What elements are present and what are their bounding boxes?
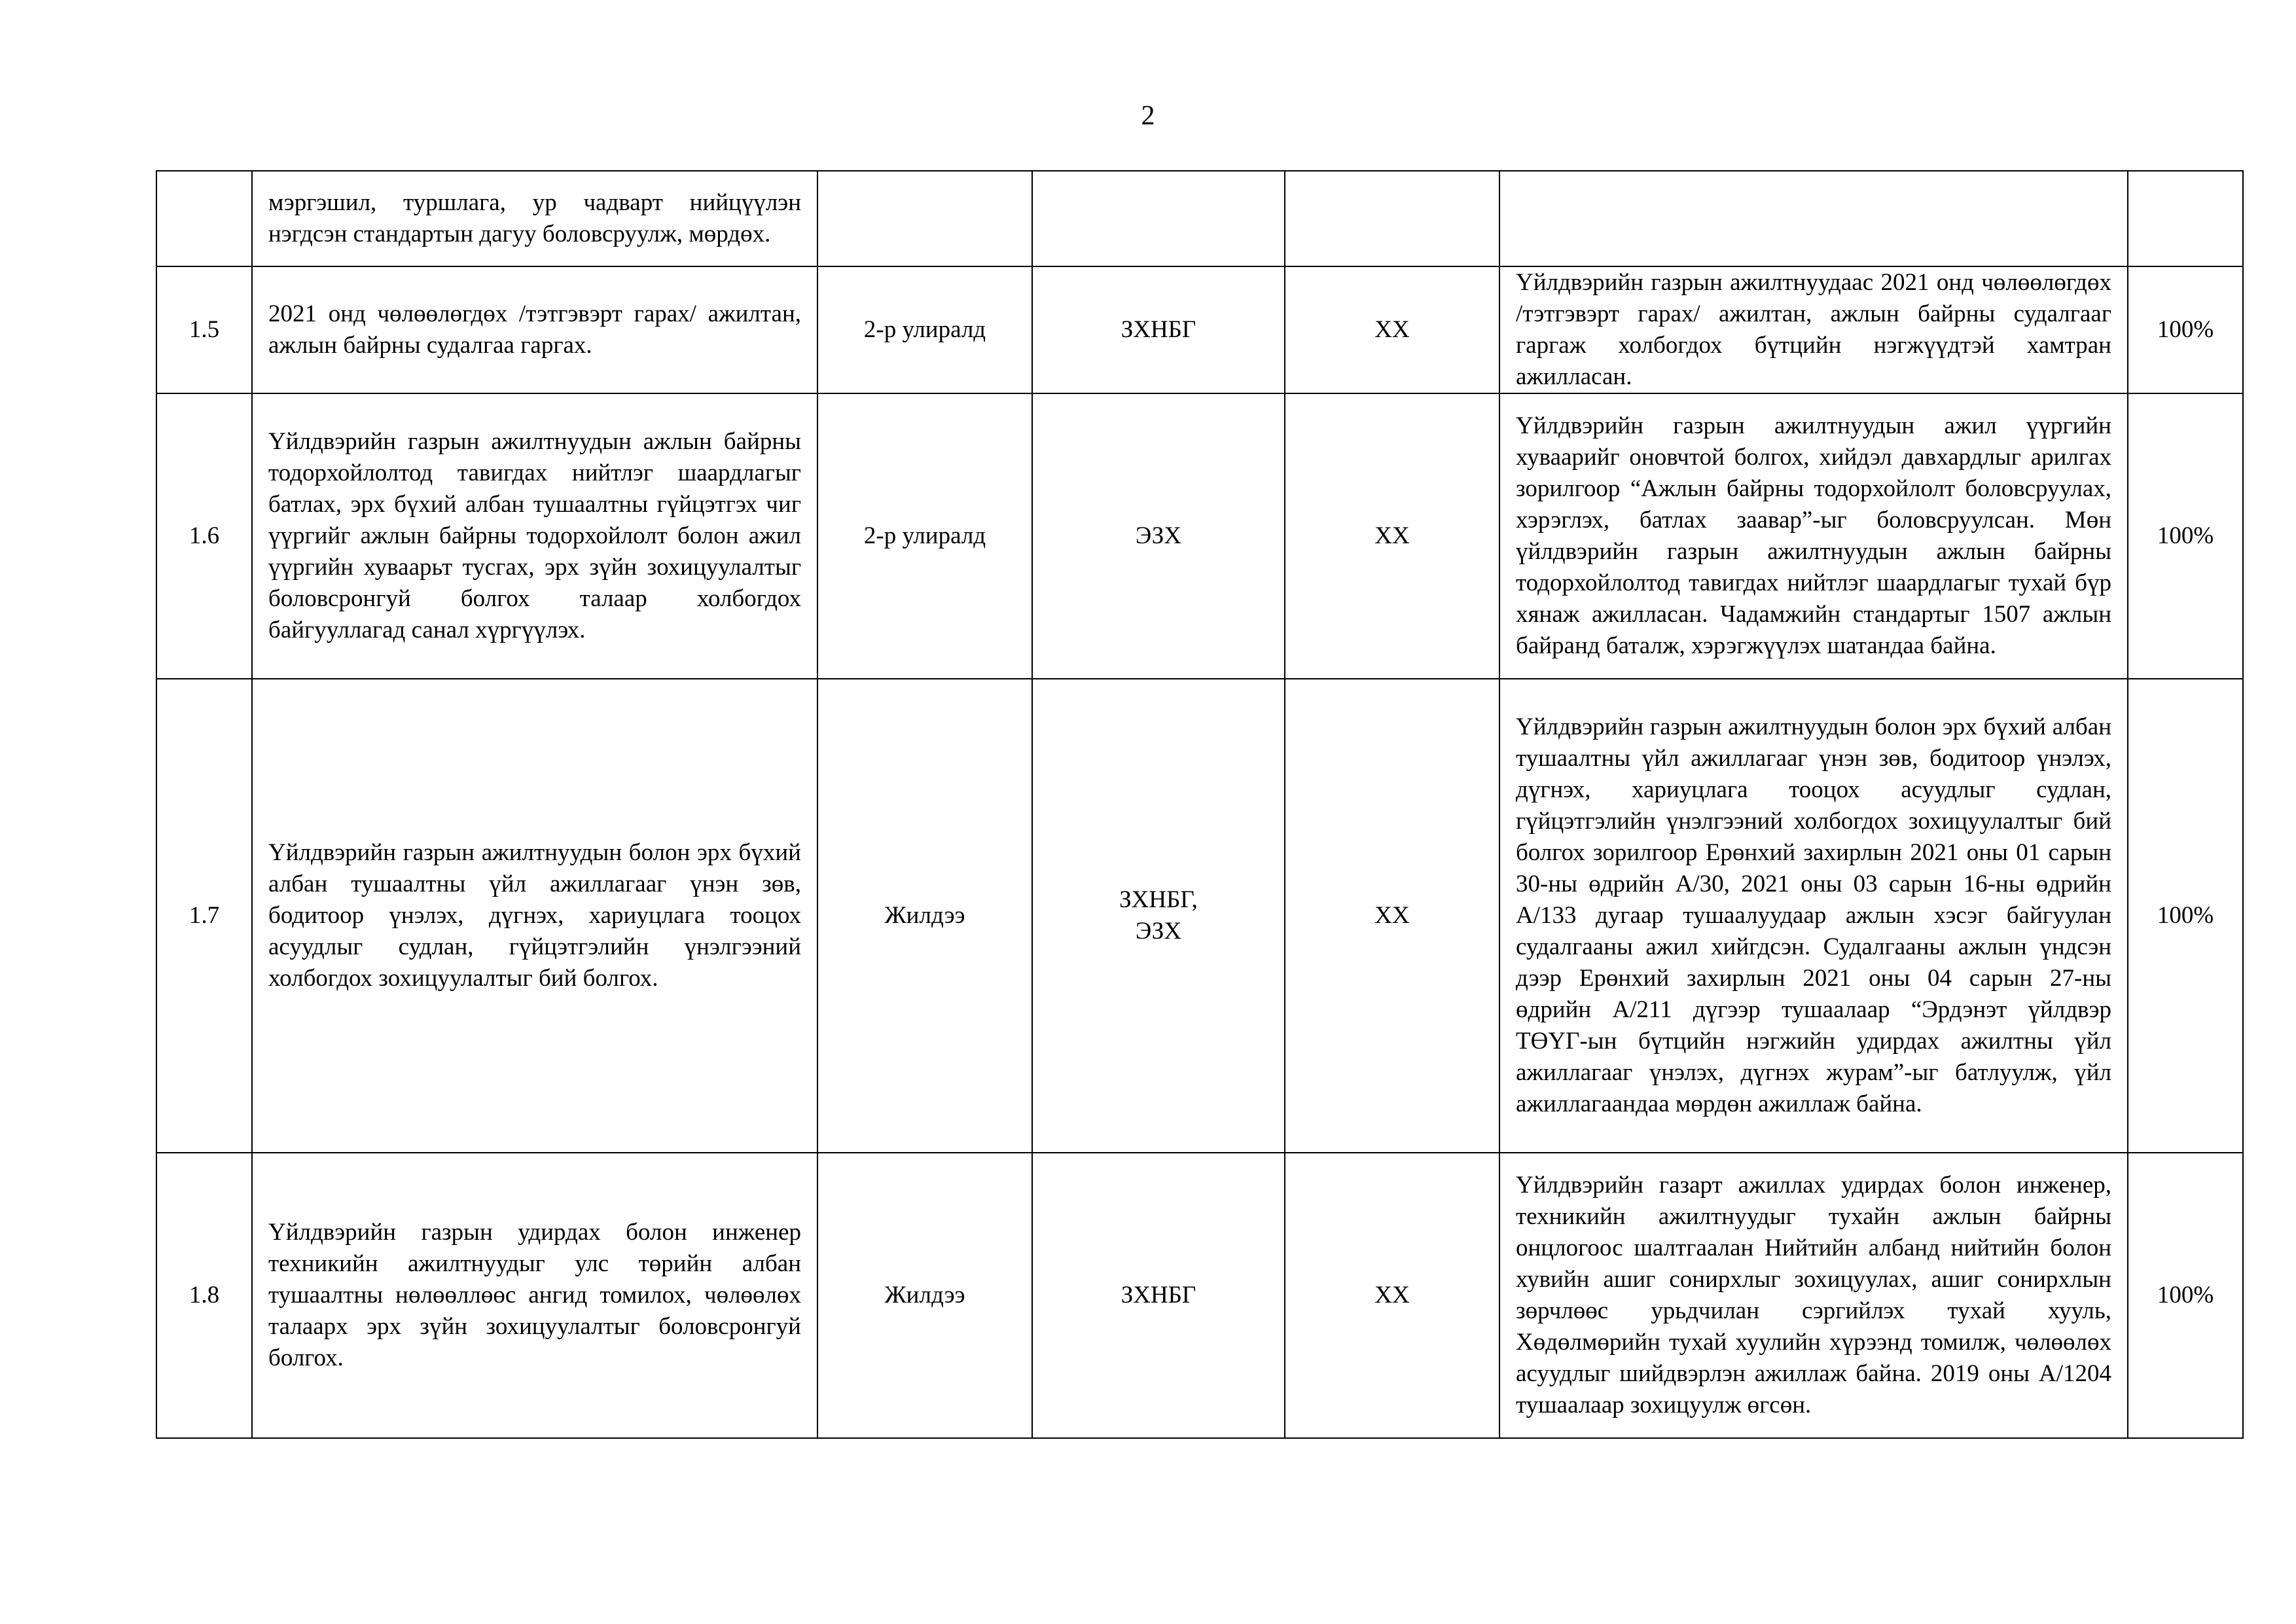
action-plan-table	[156, 170, 2244, 1439]
row-number	[156, 171, 252, 266]
table-row	[156, 679, 2243, 1153]
participants-cell	[1285, 171, 1499, 266]
page-number: 2	[1141, 101, 1155, 131]
result-cell: Үйлдвэрийн газрын ажилтнуудаас 2021 онд чөлөөлөгдөх /тэтгэвэрт гарах/ ажилтан, ажлын байрны судалгааг гаргаж холбогдох бүтцийн нэгжүүдтэй хамтран ажилласан.	[1499, 266, 2128, 393]
participants-cell: ХХ	[1285, 266, 1499, 393]
percent-cell	[2128, 171, 2243, 266]
participants-cell: ХХ	[1285, 679, 1499, 1153]
period-cell: 2-р улиралд	[817, 393, 1032, 679]
table-row	[156, 1153, 2243, 1438]
row-number: 1.5	[156, 266, 252, 393]
responsible-cell	[1032, 171, 1285, 266]
task-cell: Үйлдвэрийн газрын ажилтнуудын ажлын байрны тодорхойлолтод тавигдах нийтлэг шаардлагыг батлах, эрх бүхий албан тушаалтны гүйцэтгэх чиг үүргийг ажлын байрны тодорхойлолт болон ажил үүргийн хуваарьт тусгах, эрх зүйн зохицуулалтыг боловсронгуй болгох талаар холбогдох байгууллагад санал хүргүүлэх.	[252, 393, 817, 679]
row-number: 1.6	[156, 393, 252, 679]
percent-cell: 100%	[2128, 1153, 2243, 1438]
task-cell: Үйлдвэрийн газрын удирдах болон инженер техникийн ажилтнуудыг улс төрийн албан тушаалтны нөлөөллөөс ангид томилох, чөлөөлөх талаарх эрх зүйн зохицуулалтыг боловсронгуй болгох.	[252, 1153, 817, 1438]
responsible-cell: ЗХНБГ	[1032, 1153, 1285, 1438]
responsible-cell: ЗХНБГ	[1032, 266, 1285, 393]
result-cell	[1499, 171, 2128, 266]
result-cell: Үйлдвэрийн газрын ажилтнуудын болон эрх бүхий албан тушаалтны үйл ажиллагааг үнэн зөв, бодитоор үнэлэх, дүгнэх, хариуцлага тооцох асуудлыг судлан, гүйцэтгэлийн үнэлгээний холбогдох зохицуулалтыг бий болгох зорилгоор Ерөнхий захирлын 2021 оны 01 сарын 30-ны өдрийн А/30, 2021 оны 03 сарын 16-ны өдрийн А/133 дугаар тушаалуудаар ажлын хэсэг байгуулан судалгааны ажил хийгдсэн. Судалгааны ажлын үндсэн дээр Ерөнхий захирлын 2021 оны 04 сарын 27-ны өдрийн А/211 дүгээр тушаалаар “Эрдэнэт үйлдвэр ТӨҮГ-ын бүтцийн нэгжийн удирдах ажилтны үйл ажиллагааг үнэлэх, дүгнэх журам”-ыг батлуулж, үйл ажиллагаандаа мөрдөн ажиллаж байна.	[1499, 679, 2128, 1153]
participants-cell: ХХ	[1285, 1153, 1499, 1438]
percent-cell: 100%	[2128, 679, 2243, 1153]
percent-cell: 100%	[2128, 266, 2243, 393]
period-cell: Жилдээ	[817, 1153, 1032, 1438]
result-cell: Үйлдвэрийн газарт ажиллах удирдах болон инженер, техникийн ажилтнуудыг тухайн ажлын байрны онцлогоос шалтгаалан Нийтийн албанд нийтийн болон хувийн ашиг сонирхлыг зохицуулах, ашиг сонирхлын зөрчлөөс урьдчилан сэргийлэх тухай хууль, Хөдөлмөрийн тухай хуулийн хүрээнд томилж, чөлөөлөх асуудлыг шийдвэрлэн ажиллаж байна. 2019 оны А/1204 тушаалаар зохицуулж өгсөн.	[1499, 1153, 2128, 1438]
period-cell	[817, 171, 1032, 266]
task-cell: 2021 онд чөлөөлөгдөх /тэтгэвэрт гарах/ ажилтан, ажлын байрны судалгаа гаргах.	[252, 266, 817, 393]
percent-cell: 100%	[2128, 393, 2243, 679]
period-cell: Жилдээ	[817, 679, 1032, 1153]
table-row	[156, 266, 2243, 393]
table-row	[156, 393, 2243, 679]
period-cell: 2-р улиралд	[817, 266, 1032, 393]
result-cell: Үйлдвэрийн газрын ажилтнуудын ажил үүргийн хуваарийг оновчтой болгох, хийдэл давхардлыг арилгах зорилгоор “Ажлын байрны тодорхойлолт боловсруулах, хэрэглэх, батлах заавар”-ыг боловсруулсан. Мөн үйлдвэрийн газрын ажилтнуудын ажлын байрны тодорхойлолтод тавигдах нийтлэг шаардлагыг тухай бүр хянаж ажилласан. Чадамжийн стандартыг 1507 ажлын байранд баталж, хэрэгжүүлэх шатандаа байна.	[1499, 393, 2128, 679]
participants-cell: ХХ	[1285, 393, 1499, 679]
responsible-cell: ЗХНБГ, ЭЗХ	[1032, 679, 1285, 1153]
table-row	[156, 171, 2243, 266]
responsible-cell: ЭЗХ	[1032, 393, 1285, 679]
row-number: 1.8	[156, 1153, 252, 1438]
task-cell: мэргэшил, туршлага, ур чадварт нийцүүлэн нэгдсэн стандартын дагуу боловсруулж, мөрдөх.	[252, 171, 817, 266]
row-number: 1.7	[156, 679, 252, 1153]
task-cell: Үйлдвэрийн газрын ажилтнуудын болон эрх бүхий албан тушаалтны үйл ажиллагааг үнэн зөв, бодитоор үнэлэх, дүгнэх, хариуцлага тооцох асуудлыг судлан, гүйцэтгэлийн үнэлгээний холбогдох зохицуулалтыг бий болгох.	[252, 679, 817, 1153]
